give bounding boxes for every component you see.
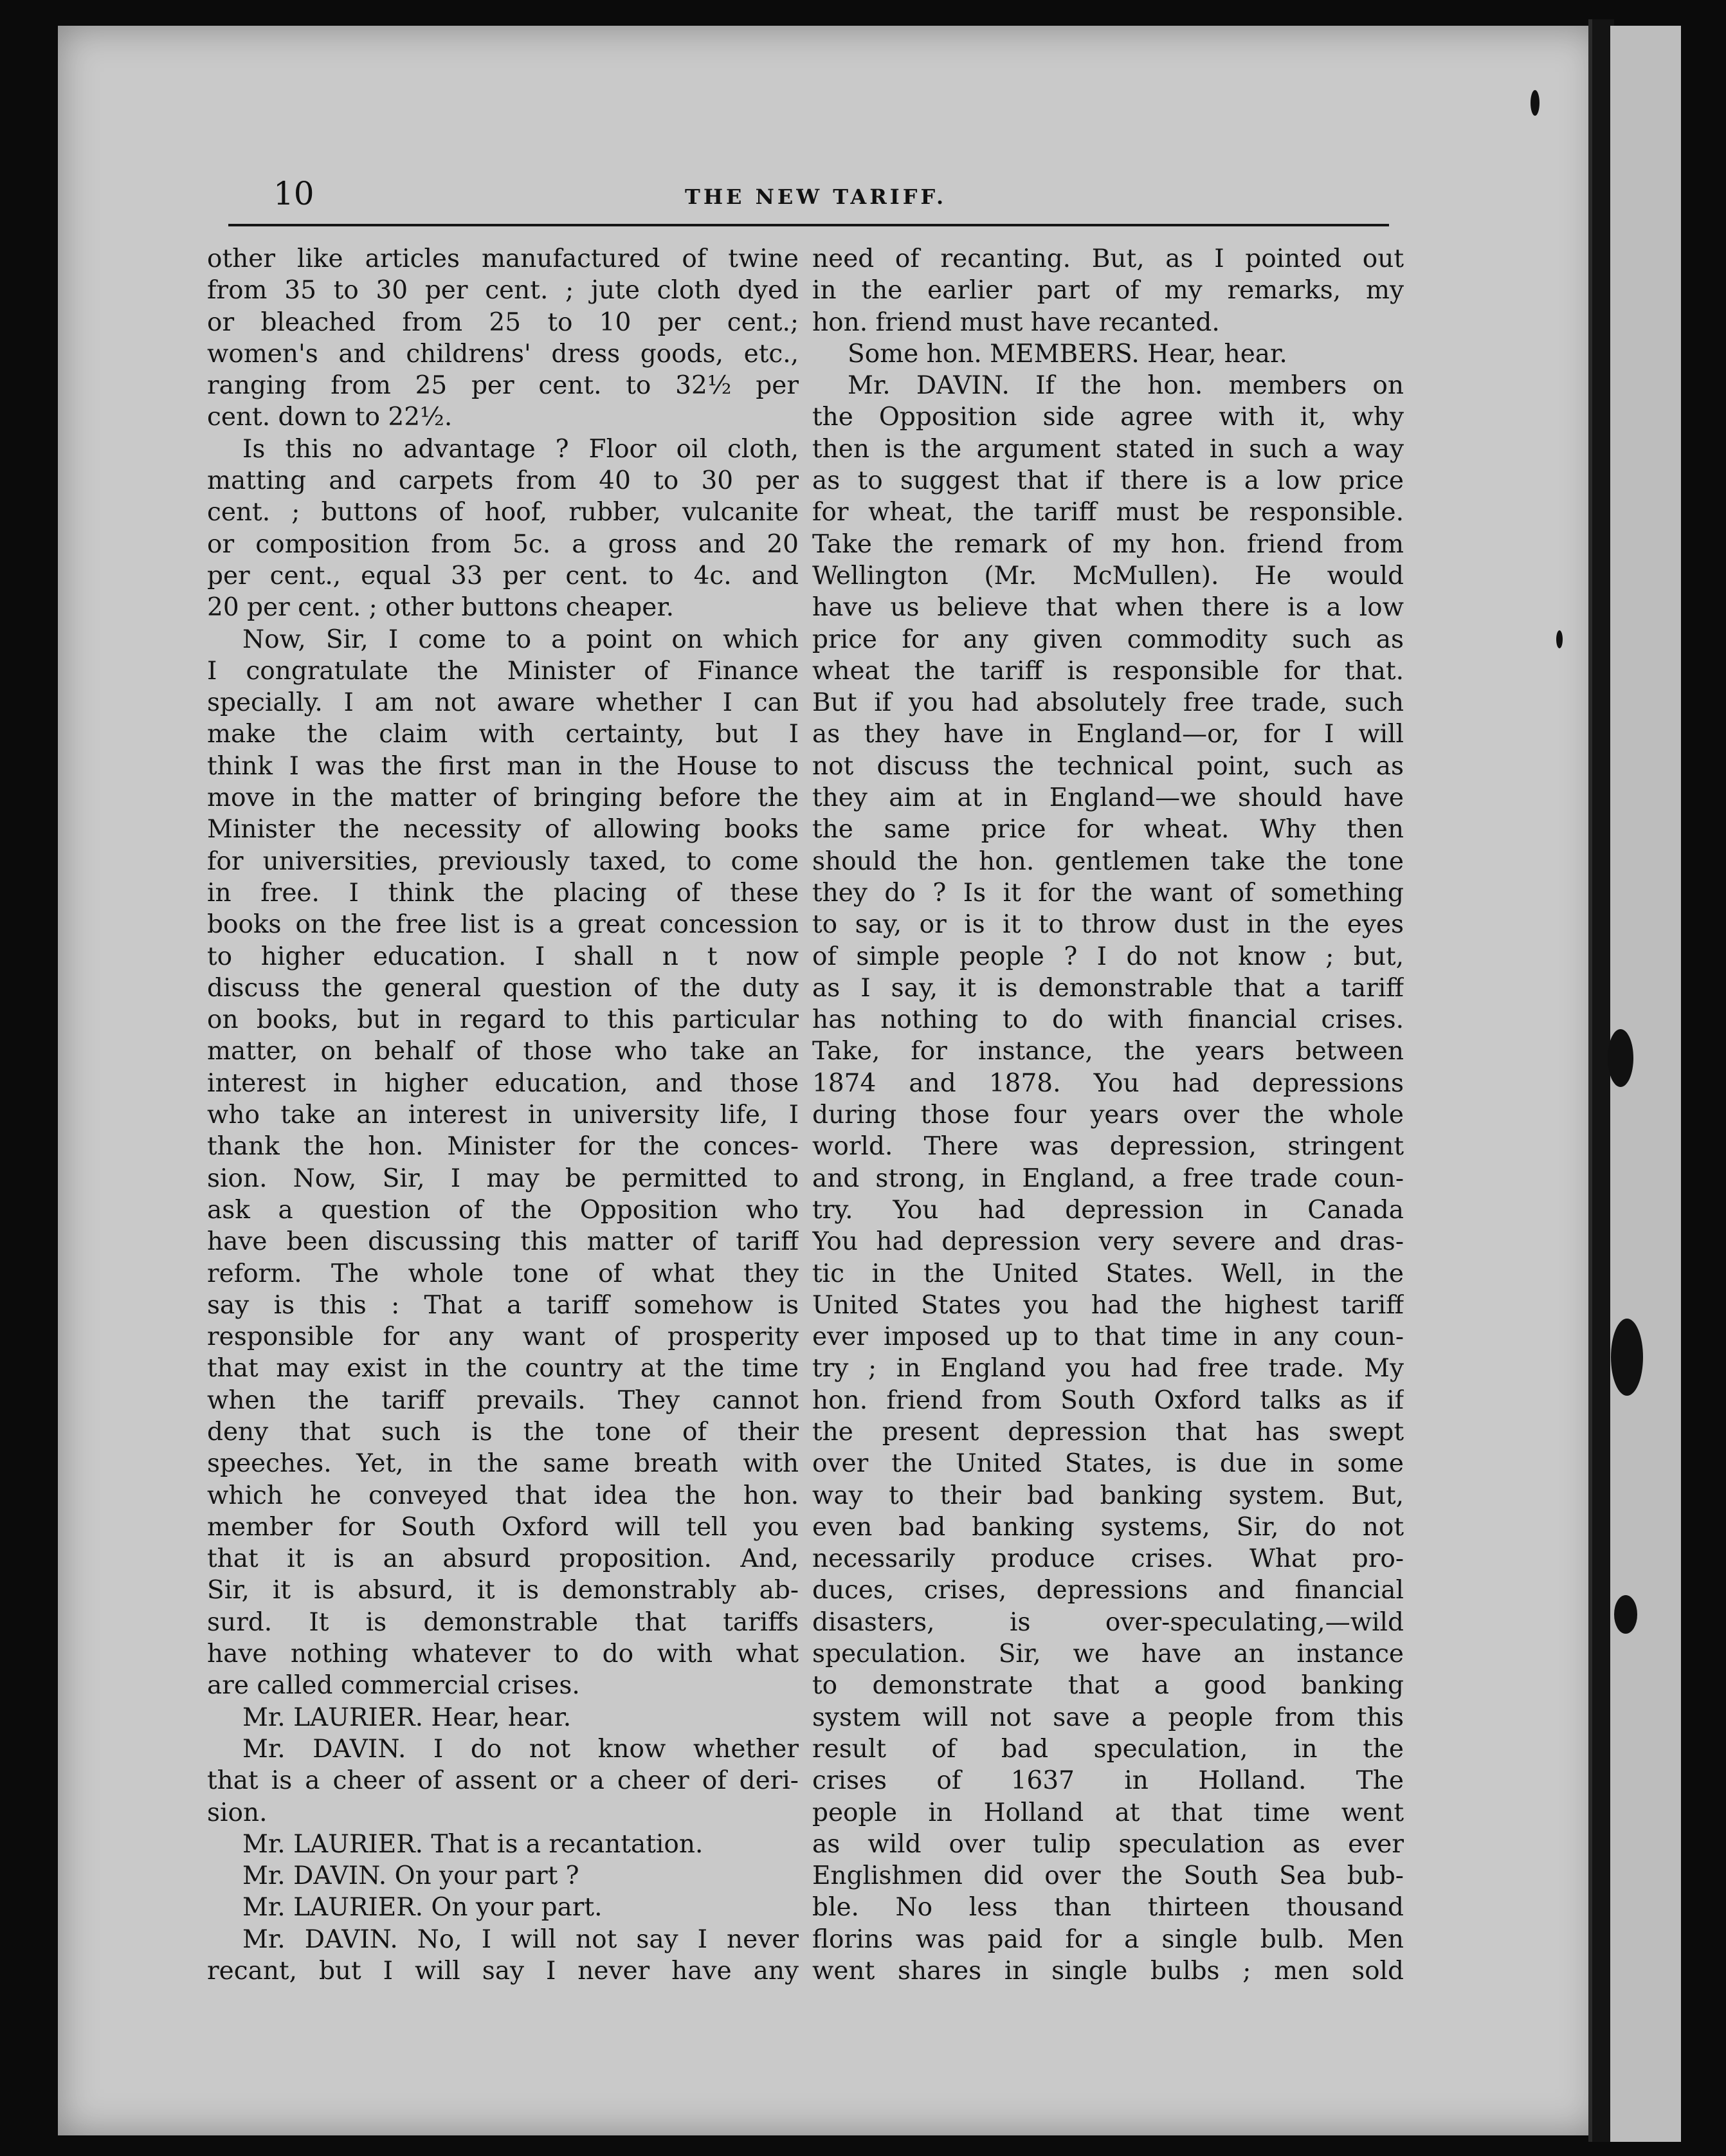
text-line: has nothing to do with financial crises. xyxy=(812,1005,1404,1035)
text-line: Sir, it is absurd, it is demonstrably ab- xyxy=(207,1576,799,1605)
text-line: they do ? Is it for the want of something xyxy=(812,878,1404,908)
text-line: sion. Now, Sir, I may be permitted to xyxy=(207,1164,799,1193)
text-line: try ; in England you had free trade. My xyxy=(812,1354,1404,1384)
text-line: florins was paid for a single bulb. Men xyxy=(812,1924,1404,1954)
text-line: United States you had the highest tariff xyxy=(812,1290,1404,1320)
text-line: should the hon. gentlemen take the tone xyxy=(812,846,1404,876)
text-line: hon. friend from South Oxford talks as if xyxy=(812,1385,1404,1415)
text-line: duces, crises, depressions and financial xyxy=(812,1576,1404,1605)
text-line: deny that such is the tone of their xyxy=(207,1417,799,1447)
text-line: the same price for wheat. Why then xyxy=(812,815,1404,845)
page-tear xyxy=(1608,1029,1633,1087)
left-column xyxy=(207,243,799,2031)
text-line: as they have in England—or, for I will xyxy=(812,720,1404,749)
text-line: that may exist in the country at the time xyxy=(207,1354,799,1384)
text-line: Wellington (Mr. McMullen). He would xyxy=(812,561,1404,590)
text-line: world. There was depression, stringent xyxy=(812,1132,1404,1162)
text-line: recant, but I will say I never have any xyxy=(207,1957,799,1986)
text-line: as wild over tulip speculation as ever xyxy=(812,1829,1404,1859)
text-line: for universities, previously taxed, to come xyxy=(207,846,799,876)
text-line: during those four years over the whole xyxy=(812,1101,1404,1130)
text-line: are called commercial crises. xyxy=(207,1671,580,1701)
text-line: in free. I think the placing of these xyxy=(207,878,799,908)
text-line: which he conveyed that idea the hon. xyxy=(207,1481,799,1510)
text-line: Mr. DAVIN. On your part ? xyxy=(242,1861,579,1891)
text-line: ever imposed up to that time in any coun- xyxy=(812,1322,1404,1352)
text-line: try. You had depression in Canada xyxy=(812,1195,1404,1225)
running-title: THE NEW TARIFF. xyxy=(685,185,947,209)
text-line: interest in higher education, and those xyxy=(207,1068,799,1098)
text-line: over the United States, is due in some xyxy=(812,1449,1404,1479)
text-line: that it is an absurd proposition. And, xyxy=(207,1544,799,1574)
text-line: speeches. Yet, in the same breath with xyxy=(207,1449,799,1479)
text-line: system will not save a people from this xyxy=(812,1703,1404,1732)
text-line: on books, but in regard to this particular xyxy=(207,1005,799,1035)
text-line: from 35 to 30 per cent. ; jute cloth dyed xyxy=(207,276,799,306)
text-line: ask a question of the Opposition who xyxy=(207,1195,799,1225)
text-line: 1874 and 1878. You had depressions xyxy=(812,1068,1404,1098)
text-line: cent. ; buttons of hoof, rubber, vulcanite xyxy=(207,498,799,527)
text-line: result of bad speculation, in the xyxy=(812,1734,1404,1764)
text-line: price for any given commodity such as xyxy=(812,625,1404,654)
text-line: people in Holland at that time went xyxy=(812,1798,1404,1827)
text-line: think I was the first man in the House to xyxy=(207,751,799,781)
text-line: tic in the United States. Well, in the xyxy=(812,1259,1404,1288)
text-line: and strong, in England, a free trade coun- xyxy=(812,1164,1404,1193)
text-line: not discuss the technical point, such as xyxy=(812,751,1404,781)
text-line: responsible for any want of prosperity xyxy=(207,1322,799,1352)
text-line: then is the argument stated in such a way xyxy=(812,434,1404,464)
text-line: You had depression very severe and dras- xyxy=(812,1227,1404,1257)
text-line: ble. No less than thirteen thousand xyxy=(812,1893,1404,1923)
right-column xyxy=(812,243,1404,2031)
text-line: to say, or is it to throw dust in the eyes xyxy=(812,910,1404,940)
text-line: matting and carpets from 40 to 30 per xyxy=(207,466,799,496)
text-line: even bad banking systems, Sir, do not xyxy=(812,1512,1404,1542)
page-number: 10 xyxy=(273,175,314,212)
text-line: Mr. LAURIER. On your part. xyxy=(242,1893,603,1923)
text-line: as I say, it is demonstrable that a tariff xyxy=(812,973,1404,1003)
text-line: Take the remark of my hon. friend from xyxy=(812,529,1404,559)
page-tear xyxy=(1611,1319,1643,1396)
text-line: as to suggest that if there is a low price xyxy=(812,466,1404,496)
text-line: wheat the tariff is responsible for that. xyxy=(812,656,1404,686)
margin-speck xyxy=(1556,630,1563,648)
text-line: specially. I am not aware whether I can xyxy=(207,688,799,718)
text-line: have nothing whatever to do with what xyxy=(207,1640,799,1669)
text-line: Mr. LAURIER. That is a recantation. xyxy=(242,1829,704,1859)
text-line: member for South Oxford will tell you xyxy=(207,1512,799,1542)
text-line: have us believe that when there is a low xyxy=(812,593,1404,623)
text-line: Now, Sir, I come to a point on which xyxy=(242,625,799,654)
text-line: for wheat, the tariff must be responsible. xyxy=(812,498,1404,527)
text-line: say is this : That a tariff somehow is xyxy=(207,1290,799,1320)
text-line: necessarily produce crises. What pro- xyxy=(812,1544,1404,1574)
text-line: Take, for instance, the years between xyxy=(812,1037,1404,1066)
text-line: way to their bad banking system. But, xyxy=(812,1481,1404,1510)
text-line: they aim at in England—we should have xyxy=(812,783,1404,813)
text-line: move in the matter of bringing before the xyxy=(207,783,799,813)
text-line: books on the free list is a great concession xyxy=(207,910,799,940)
text-line: cent. down to 22½. xyxy=(207,403,453,432)
text-line: thank the hon. Minister for the conces- xyxy=(207,1132,799,1162)
text-line: who take an interest in university life, I xyxy=(207,1101,799,1130)
text-line: ranging from 25 per cent. to 32½ per xyxy=(207,371,799,401)
text-line: Some hon. MEMBERS. Hear, hear. xyxy=(848,339,1287,369)
text-line: Englishmen did over the South Sea bub- xyxy=(812,1861,1404,1891)
text-line: hon. friend must have recanted. xyxy=(812,307,1220,337)
text-line: reform. The whole tone of what they xyxy=(207,1259,799,1288)
text-line: to higher education. I shall n t now xyxy=(207,942,799,971)
text-line: or composition from 5c. a gross and 20 xyxy=(207,529,799,559)
text-line: Is this no advantage ? Floor oil cloth, xyxy=(242,434,799,464)
text-line: sion. xyxy=(207,1798,268,1827)
text-line: or bleached from 25 to 10 per cent.; xyxy=(207,307,799,337)
text-line: Mr. DAVIN. If the hon. members on xyxy=(848,371,1404,401)
margin-speck xyxy=(1531,90,1540,116)
text-line: Mr. DAVIN. I do not know whether xyxy=(242,1734,799,1764)
text-line: discuss the general question of the duty xyxy=(207,973,799,1003)
text-line: speculation. Sir, we have an instance xyxy=(812,1640,1404,1669)
text-line: need of recanting. But, as I pointed out xyxy=(812,244,1404,273)
text-line: to demonstrate that a good banking xyxy=(812,1671,1404,1701)
text-line: women's and childrens' dress goods, etc., xyxy=(207,339,799,369)
text-line: in the earlier part of my remarks, my xyxy=(812,276,1404,306)
text-line: But if you had absolutely free trade, such xyxy=(812,688,1404,718)
text-line: matter, on behalf of those who take an xyxy=(207,1037,799,1066)
text-line: that is a cheer of assent or a cheer of deri- xyxy=(207,1766,799,1796)
text-line: make the claim with certainty, but I xyxy=(207,720,799,749)
text-line: surd. It is demonstrable that tariffs xyxy=(207,1607,799,1637)
text-line: Mr. LAURIER. Hear, hear. xyxy=(242,1703,572,1732)
text-line: went shares in single bulbs ; men sold xyxy=(812,1957,1404,1986)
text-line: disasters, is over-speculating,—wild xyxy=(812,1607,1404,1637)
header-rule xyxy=(228,224,1389,226)
text-line: crises of 1637 in Holland. The xyxy=(812,1766,1404,1796)
text-line: when the tariff prevails. They cannot xyxy=(207,1385,799,1415)
text-line: Mr. DAVIN. No, I will not say I never xyxy=(242,1924,799,1954)
running-head xyxy=(228,149,1386,224)
text-line: 20 per cent. ; other buttons cheaper. xyxy=(207,593,675,623)
text-line: have been discussing this matter of tariff xyxy=(207,1227,799,1257)
text-line: the present depression that has swept xyxy=(812,1417,1404,1447)
text-line: I congratulate the Minister of Finance xyxy=(207,656,799,686)
text-line: per cent., equal 33 per cent. to 4c. and xyxy=(207,561,799,590)
text-line: other like articles manufactured of twine xyxy=(207,244,799,273)
text-line: the Opposition side agree with it, why xyxy=(812,403,1404,432)
text-line: Minister the necessity of allowing books xyxy=(207,815,799,845)
page-tear xyxy=(1614,1595,1637,1634)
text-line: of simple people ? I do not know ; but, xyxy=(812,942,1404,971)
